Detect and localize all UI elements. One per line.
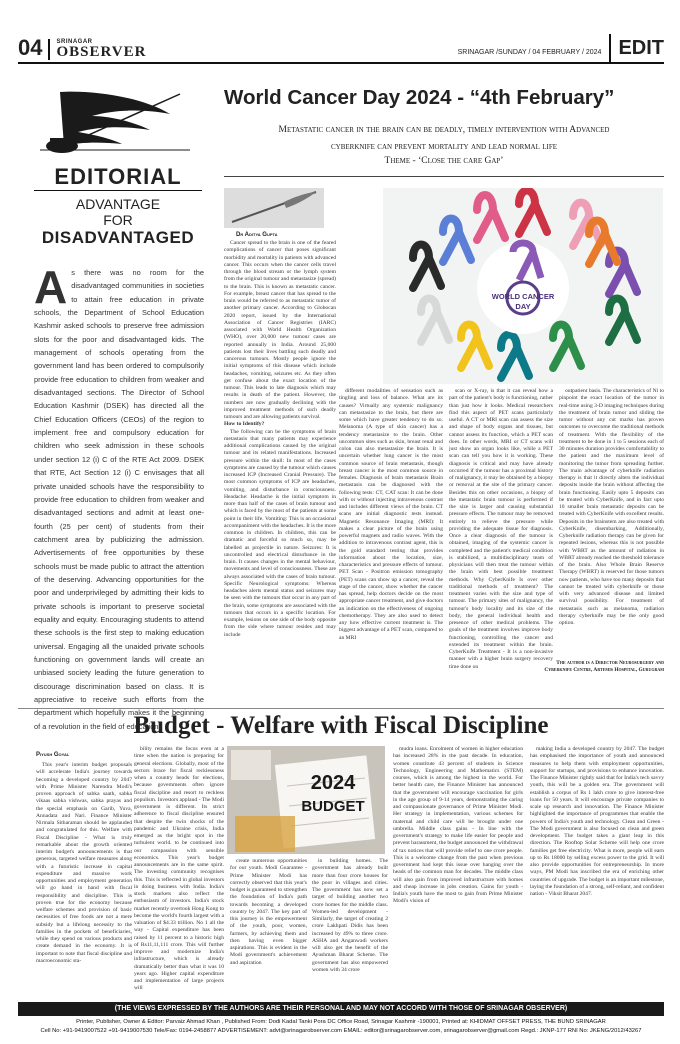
budget-photo (227, 746, 385, 854)
awareness-ribbons-icon (383, 188, 663, 384)
editorial-label: EDITORIAL (54, 164, 182, 189)
paragraph: different modalities of sensation such as tingling and loss of balance. What are its causes? Virtually any systemic malignancy can metastasize to the brain, but there are some which have greater tendency to do so. Melanoma (A type of skin cancer) has a tendency metastasize to the brain. Other uncommon sites such as skin, breast renal and colon can also metastasize the brain. It is uncertain whether lung cancer is the most common source of brain metastasis, though breast cancer is the most common source in females. Diagnosis of brain metastasis Brain metastasis can be diagnosed with the following tests: CT, CAT scan: It can be done with or without injecting intravenous contrast and includes different views of the brain. CT scans are initial diagnostic tests instead. Magnetic Resonance Imaging (MRI): It makes a clear picture of the brain using powerful magnets and radio waves. With the addition to intravenous contrast agent, this is the gold standard testing that provides information about the location, size, characteristics and pressure effects of tumour. PET Scan - Positron emission tomography (PET) scans can show up a cancer, reveal the stage of the cancer, show whether the cancer has spread, help doctors decide on the most appropriate cancer treatment, and give doctors an indication on the effectiveness of ongoing chemotherapy. They are also used to detect any how effective current treatment is. The biggest advantage of a PET scan, compared to an MRI (339, 388, 443, 641)
article-column (393, 746, 523, 998)
kicker-line-1: ADVANTAGE (75, 196, 161, 212)
section-name: EDIT (609, 34, 664, 62)
quill-inkwell-icon (30, 86, 200, 156)
imprint (18, 1018, 664, 1035)
masthead (18, 34, 664, 64)
paragraph: scan or X-ray, is that it can reveal how a part of the patient's body is functioning, rather than just how it looks. Medical researchers find this aspect of PET scans particularly useful. A CT or MRI scan can assess the size and shape of body organs and tissues, but cannot assess its function, which a PET scan does. In other words, MRI or CT scans will just show an organ looks like, while a PET scan can tell you how it is working. These diagnosis is critical and may have already occurred if the tumour has a proximal history of malignancy, it may be obtained by a biopsy or removal at the site of the primary cancer. Besides this on other occasions, a biopsy of the metastatic brain tumour is performed if the size is larger and causing substantial pressure effects. The tumour may be removed entirely to relieve the pressure while providing the adequate tissue for diagnosis. Once a clear diagnosis of the tumour is obtained, imaging of the systemic cancer is completed and the patient's medical condition is stabilized, a multidisciplinary team of physicians will then treat the tumour within the brain with best possible treatment methods. Why CyberKnife Is over other traditional methods of treatment? The treatment varies with the size and type of tumour. The primary sites of malignancy, the tumour's body locality and its size of the body, the general individual health and presence of other medical problems. The goals of the treatment involves improve body functioning, controlling the cancer and extended its treatment within the brain. CyberKnife Treatment - It is a non-invasive manner with a higher brain surgery recovery time done on (449, 388, 553, 670)
kicker-line-2: FOR (103, 212, 133, 228)
budget-headline[interactable]: Budget - Welfare with Fiscal Discipline (133, 712, 549, 739)
paragraph: bility remains the focus even at a time when the nation is preparing for general elections. Globally, most of the sectors brace for fiscal recklessness when a country heads for elections, because governments often ignore fiscal discipline and resort to reckless populism. Investors applaud - The Modi government is different. Its strict adherence to fiscal discipline ensured that despite the twin shocks of the pandemic and Ukraine crisis, India emerged as the bright spot in the turbulent world. to be continued into our compassion with sensible economics. This year's budget announcements are in the same spirit. The investing community recognises this. This is reflected in global investors in doing business with India. India's stock markets also reflect the enthusiasm of investors. India's stock market recently overtook Hong Kong to become the world's fourth largest with a valuation of $4.33 trillion. No 1 all the way - Capital expenditure has been raised by 11 percent to a historic high of Rs11,11,111 crore. This will further improve and modernize India's infrastructure, which is already dramatically better than what it was 10 years ago. Higher capital expenditure and implementation of large projects will (134, 746, 224, 992)
subheading: How to Identify? (224, 421, 265, 428)
logo-name: OBSERVER (56, 44, 147, 60)
photo-text-budget: BUDGET (301, 798, 365, 815)
article-column (230, 858, 307, 998)
article-byline: Dr Aditya Gupta (236, 232, 278, 238)
article-theme: Theme - ‘Close the care Gap’ (384, 156, 504, 166)
drop-cap: A (34, 261, 68, 313)
article-headline[interactable]: World Cancer Day 2024 - “4th February” (224, 86, 615, 109)
editorial-text: s there was no room for the disadvantaged communities in societies to attain free education in private schools, the Department of School Education Kashmir asked schools to preserve free admission slots for the poor and disadvantaged kids. The management of schools operating from the government land has been ordered to compulsorily provide free education to children from weaker and disadvantaged sections. The Director of School Education Kashmir (DSEK) has directed all the Chief Education Officers (CEOs) of the region to implement free and compulsory education for children who seek admission in these schools under section 12 (i) C of the RTE Act 2009. DSEK that RTE, Act Section 12 (i) C envisages that all private unaided schools have the responsibility to provide free education to children from weaker and disadvantaged sections and admit at least one-fourth (25 per cent) of students from their catchment area by publicizing the admission. Advertisements of free opportunities by these schools must be made public to attract the attention of the deserving. Advancing opportunities for the poor and underprivileged by admitting their kids to private schools is important to preserve societal equality and equity. Encouraging students to attend these schools is the first step to making education universal. Engaging all the unaided private schools functioning on government lands will create an unbiased society leading the future generation to discourage discrimination based on class. It is appreciative to receive such efforts from the department which hopefully makes it the beginning of a revolution in the field of education. (34, 268, 204, 731)
editorial-kicker (30, 196, 206, 228)
paragraph: outpatient basis. The characteristics of Ni to pinpoint the exact location of the tumor in real-time using 3-D imaging techniques during the treatment of brain tumor and sliding the tumor without any cut marks has proven outcomes to overcome the traditional methods of treatment. With the flexibility of the treatment to be done in 1 to 5 sessions each of 30 minutes duration provides comfortability to the patient and the maximum level of monitoring the tumor from spreading further. The main advantage of cyberknife radiation therapy is that it directly alters the individual deposits inside the brain without affecting the brain functioning. Easily upto 5 deposits can be treated with CyberKnife, and in fact upto 10 smaller brain metastatic deposits can be treated with CyberKnife with excellent results. Deposits in the brainstem are also treated with CyberKnife, disembarking, Additionally, Cyberknife radiation therapy can be given for repeated lesions, whereas this is not possible with WBRT as the amount of radiation in WBRT already reached the threshold tolerance of the brain. Also Whole Brain Reserve Therapy (WBRT) is reserved for those tumors now patients, who have too many deposits that cannot be treated with cyberknife or those with very advanced disease and limited survival possibility. For treatment of metastasis such as melanoma, radiation therapy cyberknife may be the only good option. (559, 388, 664, 626)
imprint-line-2: Cell No: +91-9419007522 +91-9419007530 Tele/Fax: 0194-2458877 ADVERTISEMENT: advt@srinagarobserver.com EMAIL: editor@srinagarobserver.com, srinagarobserver@gmail.com Regd.: JKNP-177 RNI No: JKENG/2012/43267 (40, 1027, 642, 1034)
paragraph: This year's interim budget proposals will accelerate India's journey towards becoming a developed country by 2047 with Prime Minister Narendra Modi's proven approach of sabka saath, sabka vikaas sabka vishwas, sabka prayas and the special emphasis on Garib, Yuva, Annadata and Nari. Finance Minister Nirmala Sitharaman should be applauded and congratulated for this. Welfare with Fiscal Discipline - What is truly remarkable about the growth oriented interim budget's announcements is that generous, targeted welfare measures along with a futuristic increase in capital expenditure and massive work opportunities and employment generation will go hand in hand with fiscal responsibility and discipline. This is proven true for the economy because welfare schemes and provision of basic necessities of free foods are not a mere subsidy but a lifelong necessity to the families in the pockets of beneficiaries, while they spend on various products and create demand in the economy. It is important to note that fiscal discipline and macroeconomic sta- (36, 762, 132, 964)
editorial-column (30, 86, 206, 731)
article-subheadline (224, 122, 664, 156)
paragraph: in building homes. The government has already built more than four crore houses for the poor in villages and cities. The government has now set a target of building another two crore homes for the middle class. Women-led development - Similarly, the target of creating 2 crore Lakhpati Didis has been increased by 49% to three crore. ASHA and Anganwadi workers will also get the benefit of the Ayushman Bharat Scheme. The government has also empowered women with 34 crore (312, 858, 388, 973)
article-column (312, 858, 388, 998)
article-column (339, 388, 443, 704)
disclaimer-bar: (THE VIEWS EXPRESSED BY THE AUTHORS ARE THEIR PERSONAL AND MAY NOT ACCORD WITH THOSE OF SRINAGAR OBSERVER) (18, 1002, 664, 1016)
author-quill-icon (224, 188, 324, 228)
article-column (36, 762, 132, 998)
image-caption-line-2: DAY (515, 302, 531, 311)
article-column (449, 388, 553, 704)
divider (224, 176, 664, 177)
paragraph: The following can be the symptoms of brain metastasis that many patients may experience additional complications caused by the original tumour and its related manifestations. Increased pressure within the skull: In most of the cases symptoms are caused by the tumour which causes increased ICP (Increased Cranial Pressure). The most common symptoms of ICP are headaches, vomiting, and disturbance in consciousness. Headache: Headache is the initial symptom in more than half of the cases of brain tumour and which is faced by the most of the patients at some point in their life. Vomiting: This is an occasional accompaniment with the headaches. It is the more common in children. In children, this can be dramatic and forceful so much so, may be labelled as projectile in nature. Seizures: It is uncontrolled and electrical disturbance in the brain. It causes changes in the mental behaviour, movements and level of consciousness. These are always associated with the cases of brain tumour. Specific Neurological symptoms: Whereas headaches alerts mental status and seizures may be seen with the tumours that occur in any part of the brain, some symptoms are associated with the tumours that occurs in a specific location. For example, lesions on one side of the body opposite from the side where tumour resides and may include (224, 428, 336, 638)
editorial-body (34, 261, 204, 733)
article-column (224, 240, 336, 702)
logo-city: SRINAGAR (56, 39, 93, 45)
divider (34, 190, 202, 191)
photo-text-year: 2024 (310, 772, 356, 794)
budget-byline: Piyush Goyal (36, 752, 70, 758)
paragraph: mudra loans. Enrolment of women in higher education has increased 28% in the past decade. In education, women constitute 43 percent of students in Science Technology, Engineering and Mathematics (STEM) courses, which is among the highest in the world. For better health care, the Finance Minister has announced that the government will encourage vaccination for girls in the age group of 9-14 years, demonstrating the caring and compassionate governance of Prime Minister Modi. Her strategy in implementation, various schemes for maternal and child care will be brought under one umbrella. Middle class gains - In line with the government's strategy to make life easier for people and prevent harassment, the budget announced the withdrawal of tax notices that will provide relief to one crore people. This is a welcome change from the past when previous government had kept this issue over hanging over the heads of the common man for decades. The middle class will also gain from improved infrastructure with homes and cheap increase in jobs creation. Gains for youth - India's youth have the most to gain from Prime Minister Modi's vision of (393, 746, 523, 905)
paragraph: create numerous opportunities for our youth. Modi Guarantee - Prime Minister Modi has correctly observed that this year's budget is guaranteed to strengthen the foundation of India's path towards becoming a developed country by 2047. The key part of this journey is the empowerment of the youth, poor, women, farmers, by achieving them and then having even bigger aspirations. This is evident in the Modi government's achievement and aspiration (230, 858, 307, 966)
editorial-headline: DISADVANTAGED (41, 228, 195, 247)
world-cancer-day-image (383, 188, 663, 384)
subheadline-line-1: Metastatic cancer in the brain can be deadly, timely intervention with Advanced (278, 125, 610, 135)
article-column (559, 388, 664, 656)
author-bio: The author is a Director Neurosurgery and Cyberknife Centre, Artemis Hospital, Gurugram (544, 660, 664, 673)
page-number: 04 (18, 35, 43, 60)
subheadline-line-2: cyberknife can prevent mortality and lead normal life (330, 142, 558, 152)
divider (18, 708, 664, 709)
article-column (134, 746, 224, 998)
dateline: SRINAGAR /SUNDAY / 04 FEBRUARY / 2024 (457, 49, 602, 56)
newspaper-logo[interactable] (48, 39, 146, 60)
imprint-line-1: Printer, Publisher, Owner & Editor: Parvaiz Ahmad Khan , Published From: Dodi Kadal Tanki Pora DC Office Road, Srinagar Kashmir -190001, Printed at: KHIDMAT OFFSET PRESS, THE BUND SRINAGAR (76, 1019, 606, 1025)
paragraph: making India a developed country by 2047. The budget has emphasised the importance of youth and announced measures to help them with employment opportunities, support for startups, and provisions to enhance innovation. The Finance Minister rightly said that for India's tech savvy youth, this will be a golden era. The government will establish a corpus of Rs 1 lakh crore to give interest-free loans for 50 years. It will encourage private companies to scale up research and innovation. The Finance Minister highlighted the importance of programmes that enable the powers of India's youth and technology. Clean and Green - The Modi government is also focused on clean and green development. The budget takes a giant leap in this direction. The Rooftop Solar Scheme will help one crore families get free electricity. What is more, people will earn up to Rs 18000 by selling excess power to the grid. It will also provide opportunities for entrepreneurship. In more ways, PM Modi has inscribed the era of enriching other countries of upgrade. The budget is an important milestone, laying the foundation of a strong, self-reliant, and confident nation - Viksit Bharat 2047. (530, 746, 664, 897)
paragraph: Cancer spread to the brain is one of the feared complications of cancer that poses significant morbidity and mortality in patients with advanced cancer. This occurs when the cancer cells travel through the blood stream or the lymph system from the original tumour and metastasize (spread) to the brain. This is known as metastatic cancer. For example, breast cancer that has spread to the brain would be referred to as metastatic tumor of another primary cancer. According to Globocan 2020 report, issued by the International Association of Cancer Registries (IARC) associated with World Health Organization (WHO), over 20,000 new tumour cases are reported annually in India. Around 25,000 patients lost their lives battling such deadly and cancerous tumours. Mostly people ignore the initial symptoms of this disease which include headaches, vomiting, seizures etc. As they often get confuse about the exact location of the tumour. This leads to late diagnosis which may results in death of the patient. However, the numbers are now gradually declining with the improved treatment methods of such deadly tumours and are allowing patients survival. (224, 240, 336, 420)
article-column (530, 746, 664, 998)
image-caption-line-1: WORLD CANCER (491, 292, 555, 301)
